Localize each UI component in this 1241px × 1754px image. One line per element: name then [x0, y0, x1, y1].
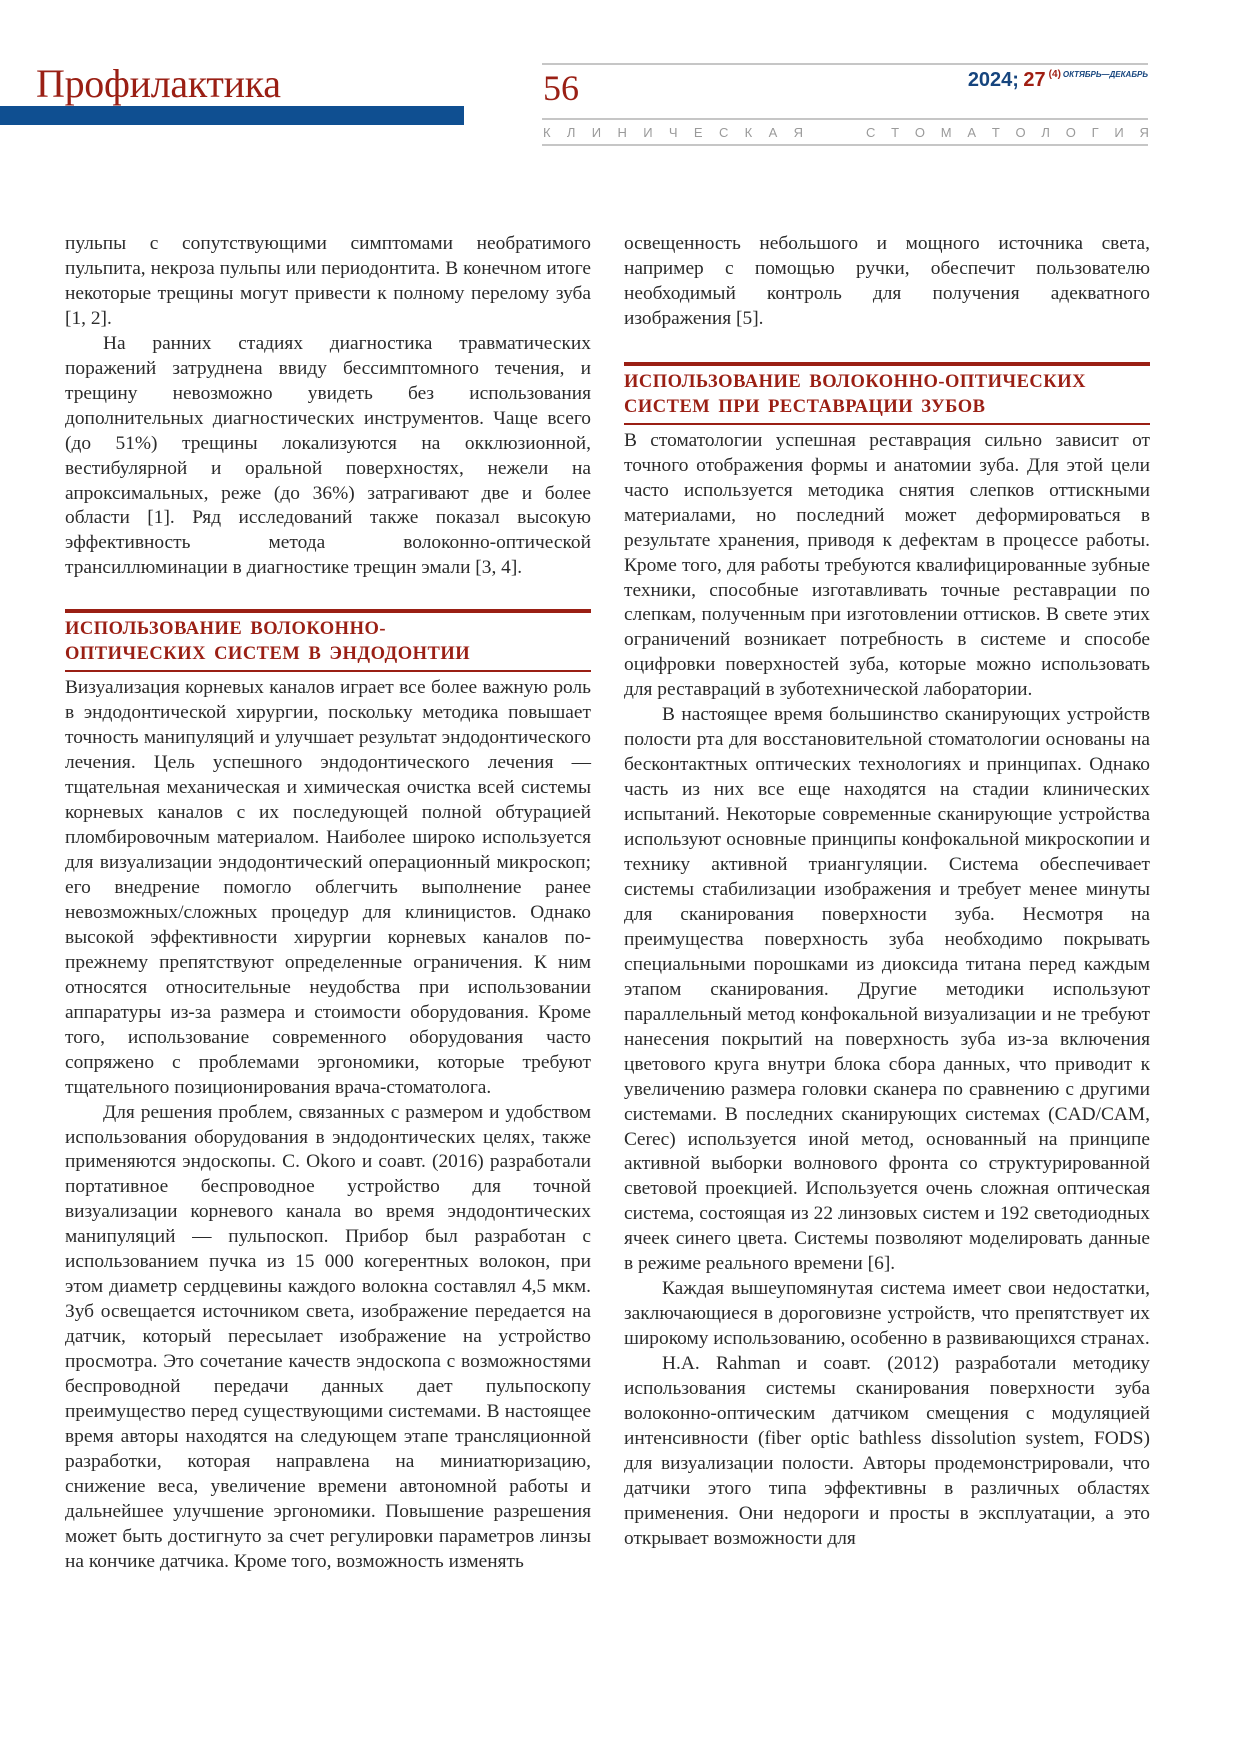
section-heading-endodontics: [65, 609, 591, 672]
letter: О: [1015, 125, 1026, 140]
heading-line: СИСТЕМ ПРИ РЕСТАВРАЦИИ ЗУБОВ: [624, 396, 986, 417]
letter: А: [768, 125, 778, 140]
section-title: Профилактика: [36, 61, 281, 106]
paragraph: пульпы с сопутствующими симптомами необратимого пульпита, некроза пульпы или периодонтита. В конечном итоге некоторые трещины могут привести к полному перелому зуба [1, 2].: [65, 233, 591, 329]
paragraph: Визуализация корневых каналов играет все более важную роль в эндодонтической хирургии, поскольку методика повышает точность манипуляций и улучшает результат эндодонтического лечения. Цель успешного эндодонтического лечения — тщательная механическая и химическая очистка всей системы корневых каналов с их последующей полной обтурацией пломбировочным материалом. Наиболее широко используется для визуализации эндодонтический операционный микроскоп; его внедрение помогло облегчить выполнение ранее невозможных/сложных процедур для клиницистов. Однако высокой эффективности хирургии корневых каналов по-прежнему препятствуют определенные ограничения. К ним относятся относительные неудобства при использовании аппаратуры из-за размера и стоимости оборудования. Кроме того, использование современного оборудования часто сопряжено с проблемами эргономики, которые требуют тщательного позиционирования врача-стоматолога.: [65, 677, 591, 1098]
issue-volume: 27: [1023, 69, 1046, 91]
letter: Я: [1139, 125, 1149, 140]
heading-line: ОПТИЧЕСКИХ СИСТЕМ В ЭНДОДОНТИИ: [65, 644, 471, 665]
letter: Ч: [668, 125, 678, 140]
letter: К: [744, 125, 753, 140]
heading-line: ИСПОЛЬЗОВАНИЕ ВОЛОКОННО-ОПТИЧЕСКИХ: [624, 371, 1086, 392]
issue-year: 2024;: [967, 69, 1019, 91]
journal-name-word1: [543, 126, 803, 139]
page-number: 56: [543, 68, 579, 108]
paragraph: В настоящее время большинство сканирующих устройств полости рта для восстановительной стоматологии основаны на бесконтактных оптических технологиях и принципах. Однако часть из них все еще находятся на стадии клинических испытаний. Некоторые современные сканирующие устройства используют основные принципы конфокальной микроскопии и технику активной триангуляции. Система обеспечивает системы стабилизации изображения и требует менее минуты для сканирования поверхности зуба. Несмотря на преимущества поверхность зуба необходимо покрывать специальными порошками из диоксида титана перед каждым этапом сканирования. Другие методики используют параллельный метод конфокальной визуализации и не требуют нанесения покрытий на поверхность зуба из-за включения цветового круга внутри блока сбора данных, что приводит к увеличению размера головки сканера по сравнению с другими системами. В последних сканирующих системах (CAD/CAM, Cerec) используется иной метод, основанный на принципе активной выборки волнового фронта со структурированной световой проекцией. Используется очень сложная оптическая система, состоящая из 22 линзовых систем и 192 светодиодных ячеек синего цвета. Системы позволяют моделировать данные в режиме реального времени [6].: [624, 704, 1150, 1275]
header-rule-middle: [542, 118, 1148, 120]
letter: О: [914, 125, 925, 140]
letter: Т: [991, 125, 1000, 140]
letter: Г: [1091, 125, 1099, 140]
letter: С: [718, 125, 729, 140]
letter: Е: [693, 125, 703, 140]
heading-rule-bottom: [65, 670, 591, 672]
letter: И: [1114, 125, 1124, 140]
heading-text: [624, 366, 1150, 423]
right-column: [624, 232, 1150, 1552]
paragraph: Каждая вышеупомянутая система имеет свои недостатки, заключающиеся в дороговизне устройств, что препятствует их широкому использованию, особенно в развивающихся странах.: [624, 1278, 1150, 1350]
journal-name-word2: [866, 126, 1149, 139]
letter: И: [591, 125, 602, 140]
letter: Л: [566, 125, 576, 140]
paragraph: освещенность небольшого и мощного источника света, например с помощью ручки, обеспечит пользователю необходимый контроль для получения адекватного изображения [5].: [624, 233, 1150, 329]
paragraph: В стоматологии успешная реставрация сильно зависит от точного отображения формы и анатомии зуба. Для этой цели часто используется методика снятия слепков оттискными материалами, но последний может деформироваться в результате хранения, приводя к дефектам в процессе работы. Кроме того, для работы требуются квалифицированные зубные техники, способные изготавливать точные реставрации по слепкам, полученным при изготовлении оттисков. В свете этих ограничений возникает потребность в системе и способе оцифровки поверхностей зуба, которые можно использовать для реставраций в зуботехнической лаборатории.: [624, 429, 1150, 701]
heading-rule-bottom: [624, 423, 1150, 425]
journal-name: [543, 126, 1149, 139]
left-column: [65, 232, 591, 1575]
letter: А: [967, 125, 977, 140]
heading-line: ИСПОЛЬЗОВАНИЕ ВОЛОКОННО-: [65, 619, 387, 640]
letter: Т: [891, 125, 900, 140]
letter: О: [1065, 125, 1076, 140]
letter: Л: [1041, 125, 1050, 140]
letter: К: [543, 125, 551, 140]
header-rule-top: [542, 63, 1148, 65]
letter: И: [643, 125, 653, 140]
paragraph: Для решения проблем, связанных с размером и удобством использования оборудования в эндодонтических целях, также применяются эндоскопы. C. Okoro и соавт. (2016) разработали портативное беспроводное устройство для точной визуализации корневого канала во время эндодонтических манипуляций — пульпоскоп. Прибор был разработан с использованием пучка из 15 000 когерентных волокон, при этом диаметр сердцевины каждого волокна составлял 4,5 мкм. Зуб освещается источником света, изображение передается на датчик, который пересылает изображение на устройство просмотра. Это сочетание качеств эндоскопа с возможностями беспроводной передачи данных дает пульпоскопу преимущество перед существующими системами. В настоящее время авторы находятся на следующем этапе трансляционной разработки, которая направлена на миниатюризацию, снижение веса, увеличение времени автономной работы и дальнейшее улучшение эргономики. Повышение разрешения может быть достигнуто за счет регулировки параметров линзы на кончике датчика. Кроме того, возможность изменять: [65, 1101, 591, 1572]
section-heading-restoration: [624, 362, 1150, 425]
letter: М: [940, 125, 952, 140]
section-color-bar: [0, 106, 464, 125]
issue-number: (4): [1048, 69, 1061, 80]
letter: Я: [793, 125, 803, 140]
issue-months: ОКТЯБРЬ—ДЕКАБРЬ: [1062, 70, 1148, 79]
letter: Н: [617, 125, 627, 140]
heading-text: [65, 613, 591, 670]
letter: С: [866, 125, 876, 140]
paragraph: На ранних стадиях диагностика травматических поражений затруднена ввиду бессимптомного течения, и трещину невозможно увидеть без использования дополнительных диагностических инструментов. Чаще всего (до 51%) трещины локализуются на окклюзионной, вестибулярной и оральной поверхностях, нежели на апроксимальных, реже (до 36%) затрагивают две и более области [1]. Ряд исследований также показал высокую эффективность метода волоконно-оптической трансиллюминации в диагностике трещин эмали [3, 4].: [65, 332, 591, 579]
header-rule-bottom: [542, 144, 1148, 146]
issue-info: [968, 70, 1148, 90]
paragraph: H.A. Rahman и соавт. (2012) разработали методику использования системы сканирования поверхности зуба волоконно-оптическим датчиком смещения с модуляцией интенсивности (fiber optic bathless dissolution system, FODS) для визуализации полости. Авторы продемонстрировали, что датчики этого типа эффективны в различных областях применения. Они недороги и просты в эксплуатации, а это открывает возможности для: [624, 1353, 1150, 1549]
